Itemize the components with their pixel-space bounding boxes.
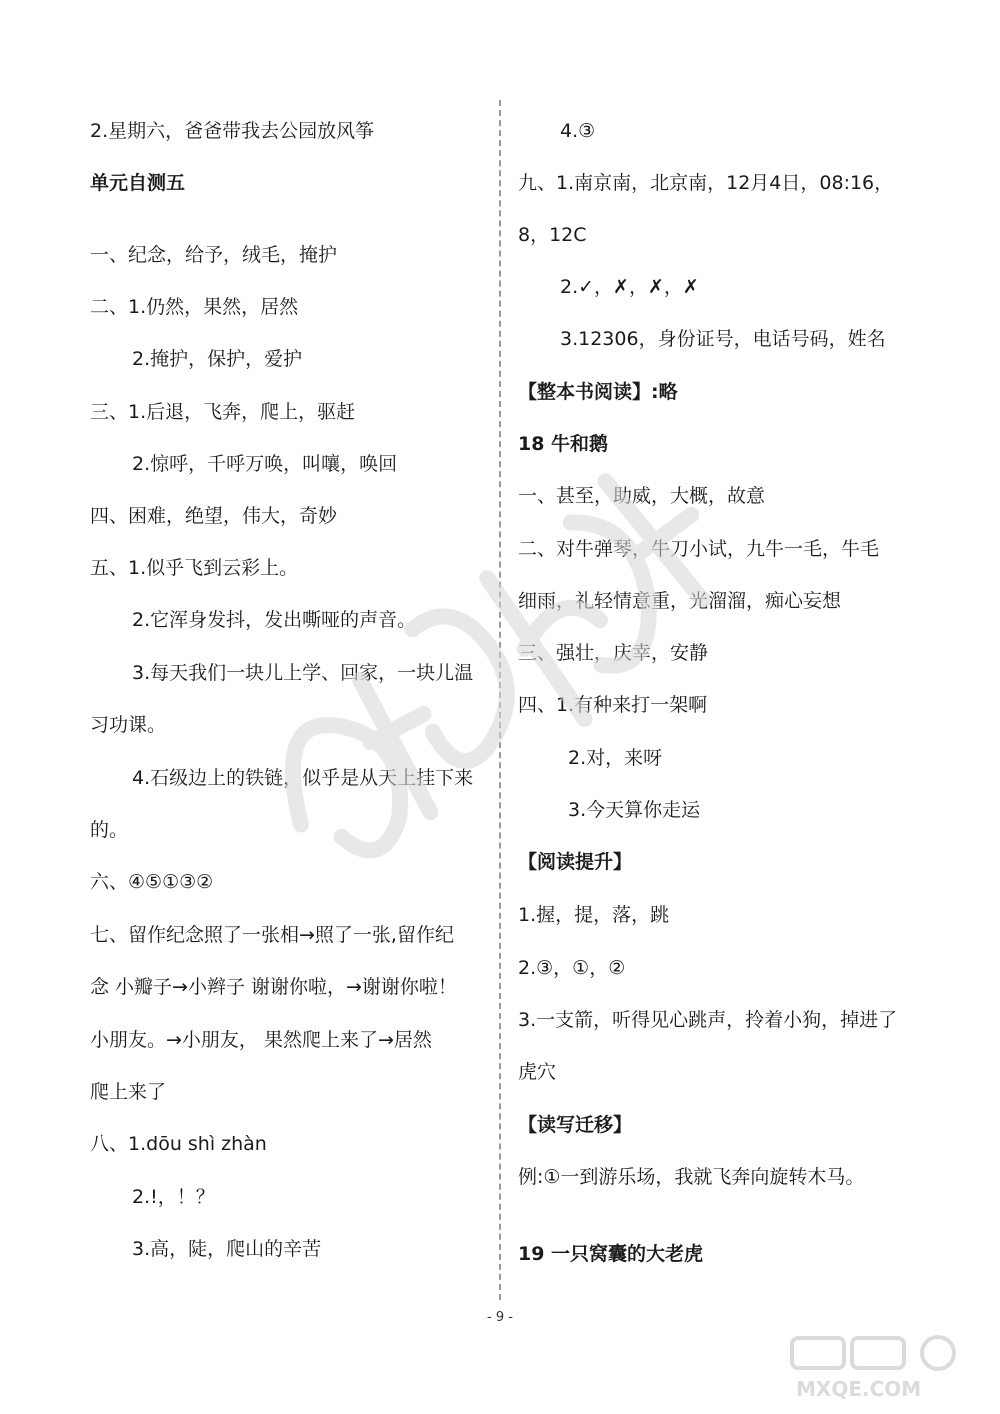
site-watermark-text: MXQE.COM [796, 1377, 922, 1401]
right-column-line: 细雨，礼轻情意重，光溜溜，痴心妄想 [518, 590, 842, 612]
left-column-line: 八、1.dōu shì zhàn [90, 1133, 267, 1155]
site-watermark-logo [788, 1334, 978, 1404]
left-column-line: 2.星期六，爸爸带我去公园放风筝 [90, 120, 375, 142]
left-column-line: 二、1.仍然，果然，居然 [90, 296, 299, 318]
left-column-line: 小朋友。→小朋友， 果然爬上来了→居然 [90, 1029, 432, 1051]
right-column-line: 4.③ [560, 120, 596, 142]
left-column-line: 六、④⑤①③② [90, 871, 214, 893]
right-column-line: 四、1.有种来打一架啊 [518, 694, 708, 716]
left-column-line: 的。 [90, 819, 129, 841]
right-column-line: 一、甚至，助威，大概，故意 [518, 485, 766, 507]
left-column-line: 一、纪念，给予，绒毛，掩护 [90, 244, 338, 266]
right-column-line: 三、强壮，庆幸，安静 [518, 642, 709, 664]
left-column-line: 念 小瓣子→小辫子 谢谢你啦，→谢谢你啦！ [90, 976, 457, 998]
left-column-line: 3.高，陡，爬山的辛苦 [132, 1238, 322, 1260]
right-column-line: 1.握，提，落，跳 [518, 904, 670, 926]
right-column-line: 虎穴 [518, 1061, 557, 1083]
left-column-line: 3.每天我们一块儿上学、回家，一块儿温 [132, 662, 474, 684]
right-column-line: 3.今天算你走运 [568, 799, 701, 821]
left-column-line: 四、困难，绝望，伟大，奇妙 [90, 505, 338, 527]
right-column-line: 九、1.南京南，北京南，12月4日，08:16， [518, 172, 894, 194]
right-column-line: 2.对，来呀 [568, 747, 663, 769]
right-column-line: 3.一支箭，听得见心跳声，拎着小狗，掉进了 [518, 1009, 898, 1031]
left-column-line: 习功课。 [90, 714, 167, 736]
right-column-line: 3.12306，身份证号，电话号码，姓名 [560, 328, 886, 350]
right-column-line: 2.✓，✗，✗，✗ [560, 276, 699, 298]
right-column-line: 18 牛和鹅 [518, 433, 609, 455]
right-column-line: 二、对牛弹琴，牛刀小试，九牛一毛，牛毛 [518, 538, 880, 560]
left-column-line: 2.!，！？ [132, 1186, 215, 1208]
left-column-line: 2.掩护，保护，爱护 [132, 348, 303, 370]
right-column-line: 8，12C [518, 224, 587, 246]
right-column-line: 【阅读提升】 [518, 851, 633, 873]
page-number: - 9 - [487, 1310, 513, 1325]
left-column-line: 单元自测五 [90, 172, 186, 194]
column-divider [499, 100, 501, 1300]
right-column-line: 例:①一到游乐场，我就飞奔向旋转木马。 [518, 1166, 865, 1188]
left-column-line: 三、1.后退，飞奔，爬上，驱赶 [90, 401, 356, 423]
left-column-line: 2.它浑身发抖，发出嘶哑的声音。 [132, 609, 417, 631]
left-column-line: 七、留作纪念照了一张相→照了一张,留作纪 [90, 924, 454, 946]
left-column-line: 五、1.似乎飞到云彩上。 [90, 557, 299, 579]
right-column-line: 【读写迁移】 [518, 1114, 633, 1136]
left-column-line: 爬上来了 [90, 1081, 167, 1103]
right-column-line: 19 一只窝囊的大老虎 [518, 1243, 704, 1265]
left-column-line: 4.石级边上的铁链，似乎是从天上挂下来 [132, 767, 474, 789]
right-column-line: 【整本书阅读】:略 [518, 381, 678, 403]
left-column-line: 2.惊呼，千呼万唤，叫嚷，唤回 [132, 453, 398, 475]
right-column-line: 2.③，①，② [518, 957, 626, 979]
